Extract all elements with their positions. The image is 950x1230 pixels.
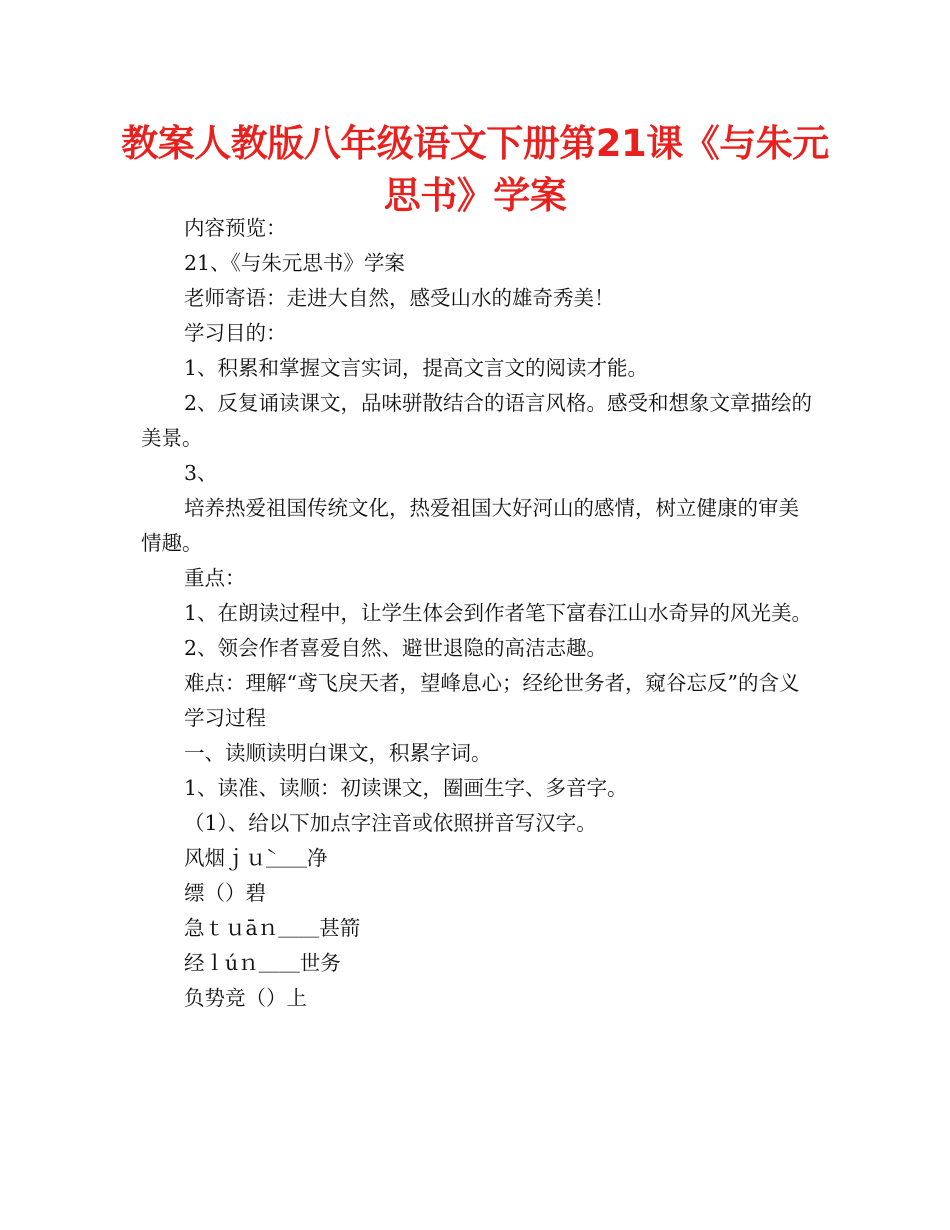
paragraph: 学习目的：	[184, 321, 287, 345]
paragraph: 内容预览：	[184, 216, 287, 240]
paragraph: 风烟ｊｕ̀＿＿净	[184, 846, 328, 870]
paragraph: 1、读准、读顺：初读课文，圈画生字、多音字。	[184, 776, 628, 800]
paragraph: 一、读顺读明白课文，积累字词。	[184, 741, 492, 765]
paragraph: 3、	[184, 461, 218, 485]
paragraph: 培养热爱祖国传统文化，热爱祖国大好河山的感情，树立健康的审美情趣。	[141, 496, 799, 555]
paragraph: 学习过程	[184, 706, 266, 730]
paragraph: 1、积累和掌握文言实词，提高文言文的阅读才能。	[184, 356, 649, 380]
paragraph: 1、在朗读过程中，让学生体会到作者笔下富春江山水奇异的风光美。	[184, 601, 813, 625]
paragraph: 老师寄语：走进大自然，感受山水的雄奇秀美！	[184, 286, 615, 310]
paragraph: 缥（）碧	[184, 881, 266, 905]
paragraph: 重点：	[184, 566, 246, 590]
paragraph: 2、反复诵读课文，品味骈散结合的语言风格。感受和想象文章描绘的美景。	[141, 391, 813, 450]
paragraph: 21、《与朱元思书》学案	[184, 251, 405, 275]
paragraph: 2、领会作者喜爱自然、避世退隐的高洁志趣。	[184, 636, 608, 660]
paragraph: （1）、给以下加点字注音或依照拼音写汉字。	[184, 811, 597, 835]
paragraph: 急ｔｕāｎ＿＿甚箭	[184, 916, 361, 940]
document-title: 教案人教版八年级语文下册第21课《与朱元思书》学案	[121, 122, 829, 217]
paragraph: 难点：理解“鸢飞戾天者，望峰息心；经纶世务者，窥谷忘反”的含义	[184, 671, 800, 695]
document-body	[141, 211, 813, 1016]
paragraph: 负势竞（）上	[184, 986, 307, 1010]
paragraph: 经ｌúｎ＿＿世务	[184, 951, 341, 975]
